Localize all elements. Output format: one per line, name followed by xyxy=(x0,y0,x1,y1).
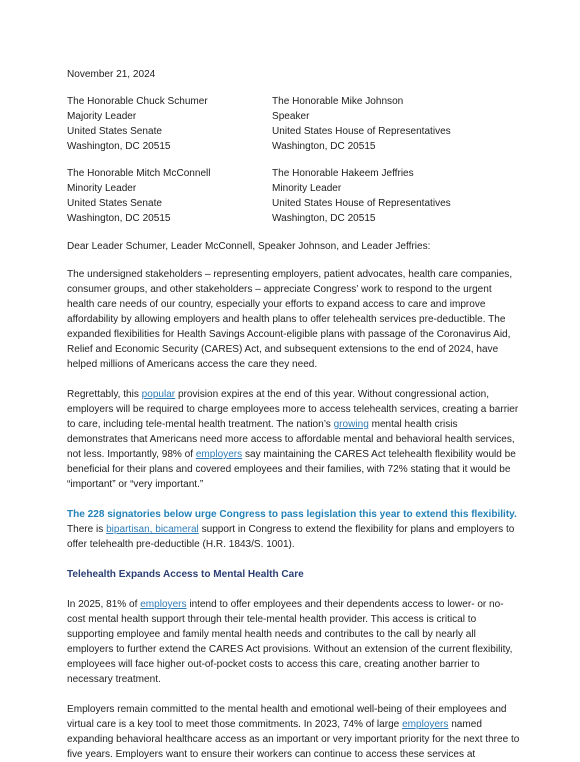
addressee-name: The Honorable Hakeem Jeffries xyxy=(272,168,414,179)
addressee-org: United States House of Representatives xyxy=(272,198,451,209)
addressee-title: Minority Leader xyxy=(272,183,342,194)
addressee-schumer xyxy=(67,94,272,154)
paragraph-mental-health-access xyxy=(67,597,520,687)
addressee-name: The Honorable Mitch McConnell xyxy=(67,168,211,179)
link-popular[interactable]: popular xyxy=(141,389,176,400)
paragraph-expiration xyxy=(67,387,520,492)
link-growing[interactable]: growing xyxy=(333,419,369,430)
addressee-title: Speaker xyxy=(272,111,310,122)
highlighted-request: The 228 signatories below urge Congress to pass legislation this year to extend this flexibility. xyxy=(67,509,517,520)
text-run: Employers remain committed to the mental health and emotional well-being of their employees and virtual care is a key tool to meet those commitments. In 2023, 74% of large xyxy=(67,704,507,730)
addressee-title: Majority Leader xyxy=(67,111,137,122)
addressee-mcconnell xyxy=(67,166,272,226)
paragraph-employer-commitment xyxy=(67,702,520,762)
addressee-name: The Honorable Mike Johnson xyxy=(272,96,404,107)
text-run: intend to offer employees and their dependents access to lower- or no-cost mental health support through their tele-mental health provider. This access is critical to supporting employee and family mental health needs and contributes to the call by nearly all employers to further extend the CARES Act provisions. Without an extension of the current flexibility, employees will face higher out-of-pocket costs to access this care, creating another barrier to necessary treatment. xyxy=(67,599,513,685)
text-run: In 2025, 81% of xyxy=(67,599,141,610)
text-run: provision expires at the end of this year. Without congressional action, employers will be required to charge employees more to access telehealth services, creating a barrier to care, including tele-mental health treatment. The nation’s xyxy=(67,389,519,430)
section-heading: Telehealth Expands Access to Mental Health Care xyxy=(67,569,304,580)
addressee-jeffries xyxy=(272,166,492,226)
link-bipartisan-bicameral[interactable]: bipartisan, bicameral xyxy=(106,524,199,535)
text-run: support in Congress to extend the flexibility for plans and employers to offer telehealth pre-deductible (H.R. 1843/S. 1001). xyxy=(67,524,515,550)
addressee-city: Washington, DC 20515 xyxy=(67,141,171,152)
text-run: Regrettably, this xyxy=(67,389,142,400)
text-run: named expanding behavioral healthcare access as an important or very important priority for the next three to five years. Employers want to ensure their workers can continue to access these services at xyxy=(67,719,520,760)
addressee-name: The Honorable Chuck Schumer xyxy=(67,96,208,107)
link-employers[interactable]: employers xyxy=(402,719,449,730)
addressee-city: Washington, DC 20515 xyxy=(272,141,376,152)
addressee-org: United States House of Representatives xyxy=(272,126,451,137)
addressee-org: United States Senate xyxy=(67,198,162,209)
addressee-title: Minority Leader xyxy=(67,183,137,194)
salutation: Dear Leader Schumer, Leader McConnell, Speaker Johnson, and Leader Jeffries: xyxy=(67,241,431,252)
text-run: say maintaining the CARES Act telehealth flexibility would be beneficial for their plans and covered employees and their families, with 72% stating that it would be “important” or “very important.” xyxy=(67,449,516,490)
text-run: There is xyxy=(67,524,107,535)
text-run: mental health crisis demonstrates that Americans need more access to affordable mental and behavioral health services, not less. Importantly, 98% of xyxy=(67,419,515,460)
link-employers[interactable]: employers xyxy=(195,449,243,460)
addressee-block xyxy=(67,94,520,226)
letter-date: November 21, 2024 xyxy=(67,69,156,80)
link-employers[interactable]: employers xyxy=(140,599,187,610)
addressee-city: Washington, DC 20515 xyxy=(67,213,171,224)
paragraph-intro: The undersigned stakeholders – representing employers, patient advocates, health care companies, consumer groups, and other stakeholders – appreciate Congress’ work to respond to the urgent health care needs of our country, especially your efforts to expand access to care and improve affordability by allowing employers and health plans to offer telehealth services pre-deductible. The expanded flexibilities for Health Savings Account-eligible plans with passage of the Coronavirus Aid, Relief and Economic Security (CARES) Act, and subsequent extensions to the end of 2024, have helped millions of Americans access the care they need. xyxy=(67,269,513,370)
addressee-city: Washington, DC 20515 xyxy=(272,213,376,224)
addressee-org: United States Senate xyxy=(67,126,162,137)
paragraph-request xyxy=(67,507,520,552)
addressee-johnson xyxy=(272,94,492,154)
